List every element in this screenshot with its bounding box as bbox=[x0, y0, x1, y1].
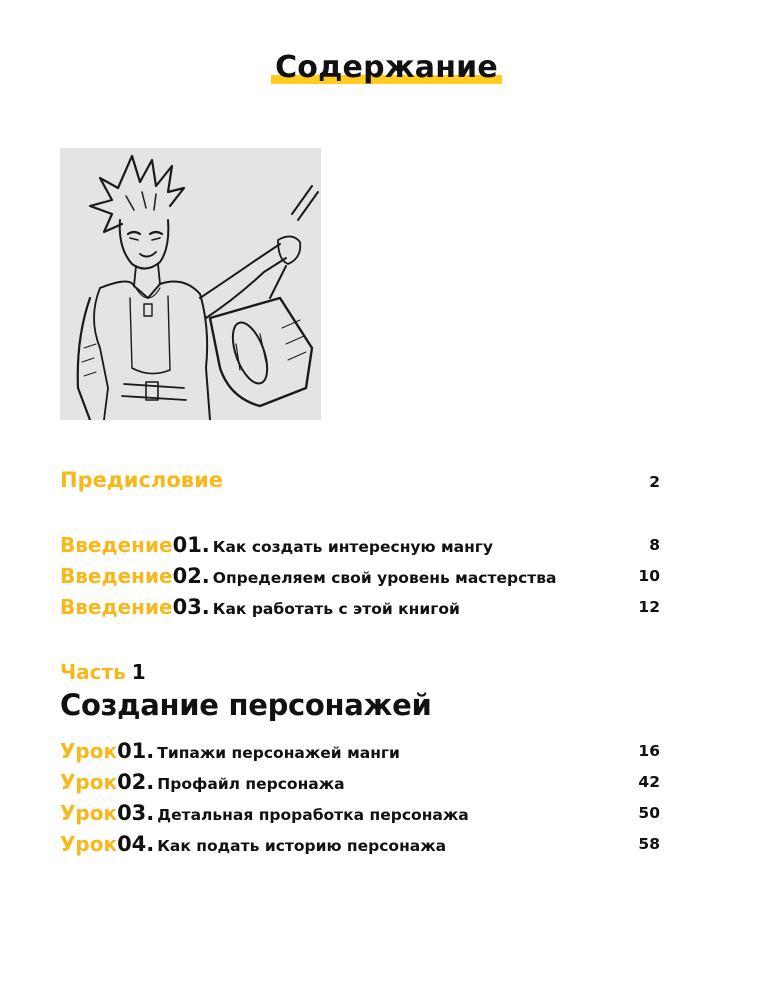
intro-number: 01. bbox=[172, 533, 210, 557]
toc-preface[interactable] bbox=[60, 468, 660, 498]
toc-page-number: 42 bbox=[638, 773, 660, 791]
toc-page-number: 16 bbox=[638, 742, 660, 760]
toc-lesson-3[interactable] bbox=[60, 801, 660, 831]
page-title: Содержание bbox=[271, 50, 502, 85]
intro-label: Введение bbox=[60, 564, 173, 588]
part-title: Создание персонажей bbox=[60, 688, 432, 722]
lesson-label: Урок bbox=[60, 801, 118, 825]
toc-page-number: 12 bbox=[638, 598, 660, 616]
toc-intro-1[interactable] bbox=[60, 533, 660, 563]
lesson-title: Как подать историю персонажа bbox=[157, 837, 447, 855]
toc-page-number: 50 bbox=[638, 804, 660, 822]
intro-title: Определяем свой уровень мастерства bbox=[212, 569, 557, 587]
toc-lesson-1[interactable] bbox=[60, 739, 660, 769]
manga-character-sketch bbox=[60, 148, 321, 420]
toc-intro-2[interactable] bbox=[60, 564, 660, 594]
toc-page-number: 58 bbox=[638, 835, 660, 853]
part-word: Часть bbox=[60, 660, 126, 684]
lesson-label: Урок bbox=[60, 739, 118, 763]
lesson-label: Урок bbox=[60, 832, 118, 856]
lesson-title: Профайл персонажа bbox=[157, 775, 345, 793]
page-title-wrap bbox=[0, 50, 773, 85]
manga-character-illustration bbox=[60, 148, 321, 420]
toc-lesson-4[interactable] bbox=[60, 832, 660, 862]
lesson-title: Детальная проработка персонажа bbox=[157, 806, 469, 824]
intro-number: 03. bbox=[172, 595, 210, 619]
lesson-label: Урок bbox=[60, 770, 118, 794]
toc-page-number: 8 bbox=[649, 536, 660, 554]
intro-number: 02. bbox=[172, 564, 210, 588]
part-number: 1 bbox=[131, 660, 146, 684]
intro-title: Как создать интересную мангу bbox=[212, 538, 494, 556]
toc-page-number: 2 bbox=[649, 473, 660, 491]
lesson-number: 02. bbox=[117, 770, 155, 794]
intro-title: Как работать с этой книгой bbox=[212, 600, 460, 618]
toc-page-number: 10 bbox=[638, 567, 660, 585]
part-label bbox=[60, 660, 146, 684]
intro-label: Введение bbox=[60, 533, 173, 557]
lesson-title: Типажи персонажей манги bbox=[157, 744, 400, 762]
lesson-number: 01. bbox=[117, 739, 155, 763]
intro-label: Введение bbox=[60, 595, 173, 619]
toc-intro-3[interactable] bbox=[60, 595, 660, 625]
preface-label: Предисловие bbox=[60, 468, 224, 492]
toc-lesson-2[interactable] bbox=[60, 770, 660, 800]
lesson-number: 03. bbox=[117, 801, 155, 825]
lesson-number: 04. bbox=[117, 832, 155, 856]
